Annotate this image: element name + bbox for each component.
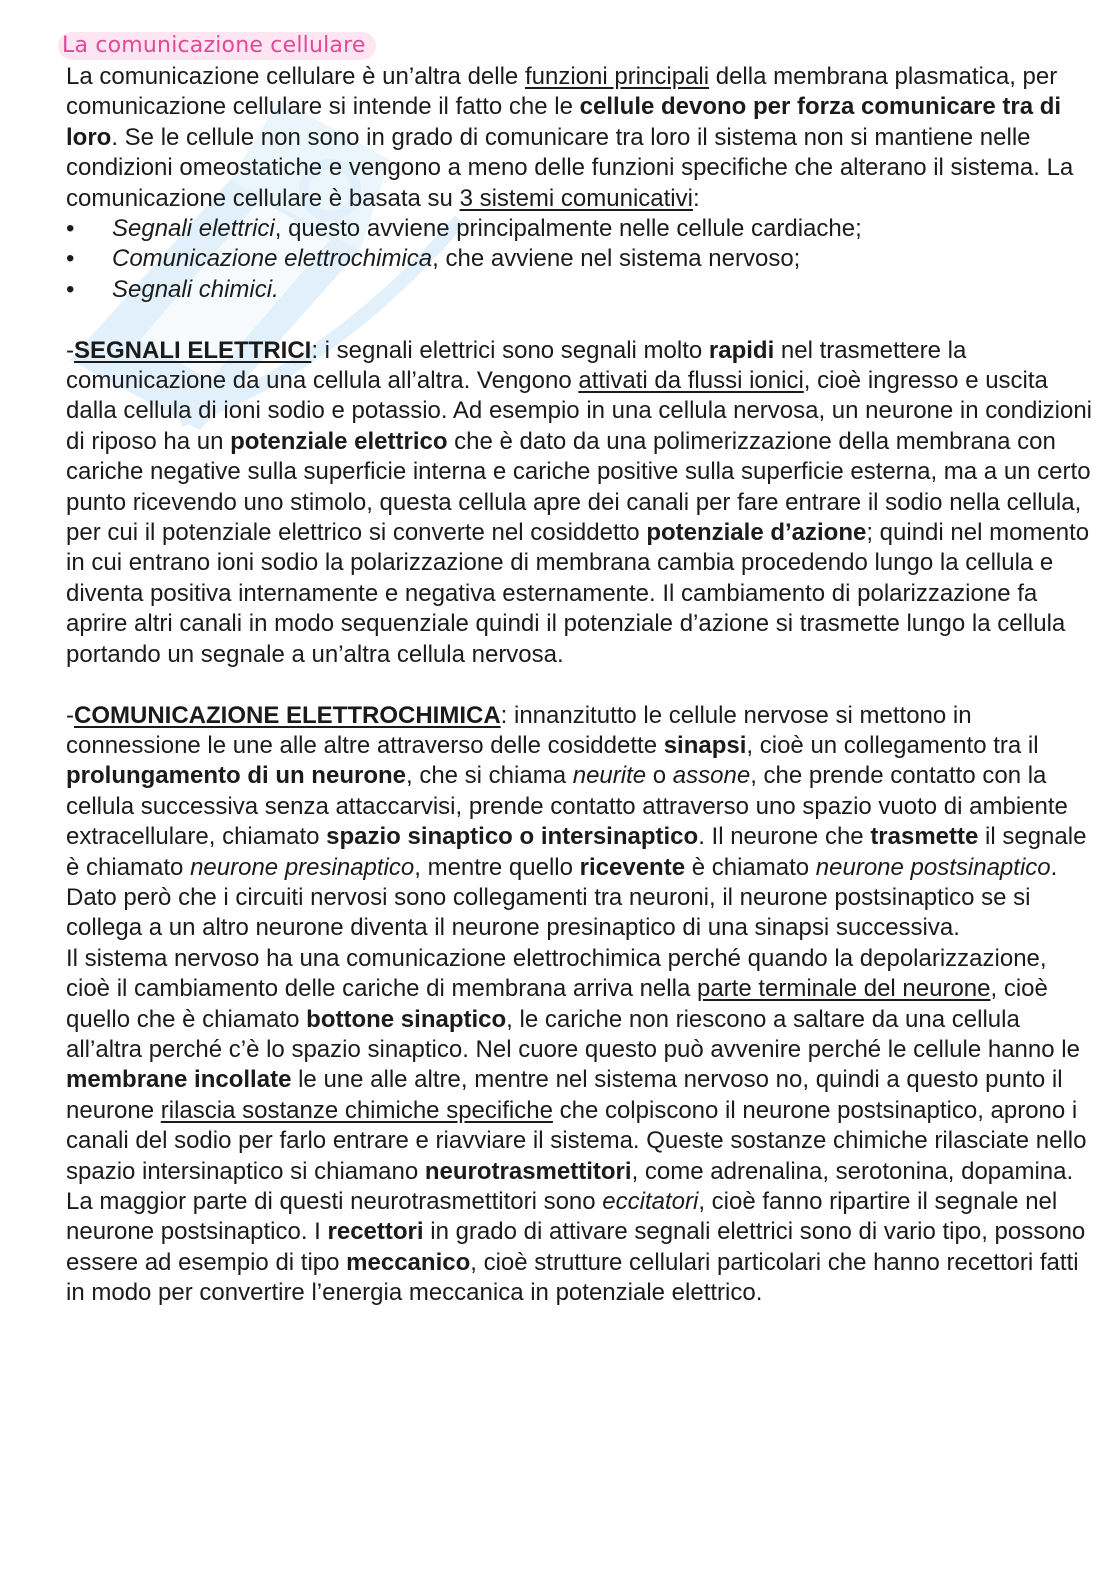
paragraph-sistema-nervoso: Il sistema nervoso ha una comunicazione elettrochimica perché quando la depolarizzazione, cioè il cambiamento delle cariche di membrana arriva nella parte terminale del neurone, cioè quello che è chiamato bottone sinaptico, le cariche non riescono a saltare da una cellula all’altra perché c’è lo spazio sinaptico. Nel cuore questo può avvenire perché le cellule hanno le membrane incollate le une alle altre, mentre nel sistema nervoso no, quindi a questo punto il neurone rilascia sostanze chimiche specifiche che colpiscono il neurone postsinaptico, aprono i canali del sodio per farlo entrare e riavviare il sistema. Queste sostanze chimiche rilasciate nello spazio intersinaptico si chiamano neurotrasmettitori, come adrenalina, serotonina, dopamina. La maggior parte di questi neurotrasmettitori sono eccitatori, cioè fanno ripartire il segnale nel neurone postsinaptico. I recettori in grado di attivare segnali elettrici sono di vario tipo, possono essere ad esempio di tipo meccanico, cioè strutture cellulari particolari che hanno recettori fatti in modo per convertire l’energia meccanica in potenziale elettrico. xyxy=(66,944,1087,1307)
intro-paragraph: La comunicazione cellulare è un’altra delle funzioni principali della membrana plasmatica, per comunicazione cellulare si intende il fatto che le cellule devono per forza comunicare tra di loro. Se le cellule non sono in grado di comunicare tra loro il sistema non si mantiene nelle condizioni omeostatiche e vengono a meno delle funzioni specifiche che alterano il sistema. La comunicazione cellulare è basata su 3 sistemi comunicativi: xyxy=(66,63,1074,212)
section-comunicazione-elettrochimica: -COMUNICAZIONE ELETTROCHIMICA: innanzitutto le cellule nervose si mettono in connessione le une alle altre attraverso delle cosiddette sinapsi, cioè un collegamento tra il prolungamento di un neurone, che si chiama neurite o assone, che prende contatto con la cellula successiva senza attaccarvisi, prende contatto attraverso uno spazio vuoto di ambiente extracellulare, chiamato spazio sinaptico o intersinaptico. Il neurone che trasmette il segnale è chiamato neurone presinaptico, mentre quello ricevente è chiamato neurone postsinaptico. Dato però che i circuiti nervosi sono collegamenti tra neuroni, il neurone postsinaptico se si collega a un altro neurone diventa il neurone presinaptico di una sinapsi successiva. xyxy=(66,701,1087,942)
document-page xyxy=(62,32,1096,1309)
systems-list xyxy=(66,214,1096,305)
section-heading: COMUNICAZIONE ELETTROCHIMICA xyxy=(74,701,501,729)
spacer xyxy=(66,670,1096,700)
section-heading: SEGNALI ELETTRICI xyxy=(74,336,312,364)
bullet-icon: • xyxy=(66,275,75,303)
list-item: • Comunicazione elettrochimica, che avviene nel sistema nervoso; xyxy=(66,244,1096,274)
page-title: La comunicazione cellulare xyxy=(58,32,376,60)
section-segnali-elettrici: -SEGNALI ELETTRICI: i segnali elettrici sono segnali molto rapidi nel trasmettere la comunicazione da una cellula all’altra. Vengono attivati da flussi ionici, cioè ingresso e uscita dalla cellula di ioni sodio e potassio. Ad esempio in una cellula nervosa, un neurone in condizioni di riposo ha un potenziale elettrico che è dato da una polimerizzazione della membrana con cariche negative sulla superficie interna e cariche positive sulla superficie esterna, ma a un certo punto ricevendo uno stimolo, questa cellula apre dei canali per fare entrare il sodio nella cellula, per cui il potenziale elettrico si converte nel cosiddetto potenziale d’azione; quindi nel momento in cui entrano ioni sodio la polarizzazione di membrana cambia procedendo lungo la cellula e diventa positiva internamente e negativa esternamente. Il cambiamento di polarizzazione fa aprire altri canali in modo sequenziale quindi il potenziale d’azione si trasmette lungo la cellula portando un segnale a un’altra cellula nervosa. xyxy=(66,336,1092,668)
bullet-icon: • xyxy=(66,245,75,273)
bullet-icon: • xyxy=(66,215,75,243)
spacer xyxy=(66,305,1096,335)
list-item: • Segnali chimici. xyxy=(66,275,1096,305)
list-item: • Segnali elettrici, questo avviene principalmente nelle cellule cardiache; xyxy=(66,214,1096,244)
